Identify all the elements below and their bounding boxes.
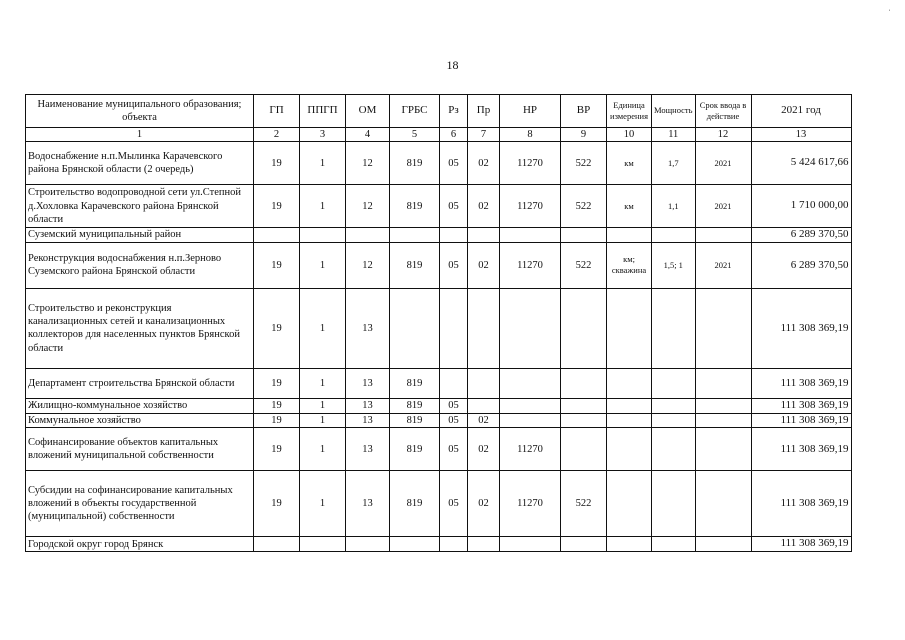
- code-cell: [468, 228, 500, 243]
- amount-cell: 111 308 369,19: [751, 288, 851, 368]
- code-cell: 819: [390, 398, 440, 413]
- code-cell: [561, 413, 607, 428]
- code-cell: 19: [254, 398, 300, 413]
- code-cell: 19: [254, 471, 300, 537]
- code-cell: [607, 228, 652, 243]
- table-row: [26, 368, 852, 398]
- code-cell: 19: [254, 368, 300, 398]
- table-row: [26, 537, 852, 552]
- code-cell: 522: [561, 185, 607, 228]
- code-cell: [500, 288, 561, 368]
- code-cell: [440, 228, 468, 243]
- code-cell: 05: [440, 142, 468, 185]
- scan-mark: ˈ: [888, 8, 891, 18]
- code-cell: [652, 288, 696, 368]
- column-number: 2: [254, 128, 300, 142]
- code-cell: 13: [346, 471, 390, 537]
- code-cell: [254, 537, 300, 552]
- code-cell: км: [607, 142, 652, 185]
- code-cell: [300, 537, 346, 552]
- column-header: ГРБС: [390, 95, 440, 128]
- code-cell: [390, 228, 440, 243]
- table-row: [26, 228, 852, 243]
- code-cell: [652, 398, 696, 413]
- code-cell: [652, 413, 696, 428]
- column-header: 2021 год: [751, 95, 851, 128]
- column-number: 4: [346, 128, 390, 142]
- code-cell: [440, 288, 468, 368]
- amount-cell: 111 308 369,19: [751, 428, 851, 471]
- code-cell: [468, 537, 500, 552]
- column-header: ОМ: [346, 95, 390, 128]
- row-name-cell: Софинансирование объектов капитальных вложений муниципальной собственности: [26, 428, 254, 471]
- code-cell: 819: [390, 368, 440, 398]
- code-cell: 522: [561, 242, 607, 288]
- code-cell: [500, 398, 561, 413]
- code-cell: [652, 537, 696, 552]
- code-cell: [561, 368, 607, 398]
- code-cell: [652, 428, 696, 471]
- code-cell: [346, 537, 390, 552]
- column-number: 9: [561, 128, 607, 142]
- code-cell: 1: [300, 288, 346, 368]
- code-cell: [468, 368, 500, 398]
- code-cell: 1: [300, 471, 346, 537]
- row-name-cell: Реконструкция водоснабжения н.п.Зерново Суземского района Брянской области: [26, 242, 254, 288]
- column-number: 10: [607, 128, 652, 142]
- budget-table: [25, 94, 852, 552]
- code-cell: 11270: [500, 428, 561, 471]
- code-cell: [561, 228, 607, 243]
- code-cell: 522: [561, 142, 607, 185]
- column-header: Пр: [468, 95, 500, 128]
- code-cell: 1: [300, 428, 346, 471]
- code-cell: [695, 471, 751, 537]
- code-cell: [607, 428, 652, 471]
- column-number: 3: [300, 128, 346, 142]
- column-header: Единица измерения: [607, 95, 652, 128]
- code-cell: [561, 537, 607, 552]
- code-cell: 1: [300, 185, 346, 228]
- row-name-cell: Городской округ город Брянск: [26, 537, 254, 552]
- amount-cell: 6 289 370,50: [751, 242, 851, 288]
- code-cell: [390, 537, 440, 552]
- code-cell: 05: [440, 413, 468, 428]
- code-cell: [561, 288, 607, 368]
- column-number: 8: [500, 128, 561, 142]
- code-cell: [500, 228, 561, 243]
- column-number: 13: [751, 128, 851, 142]
- code-cell: [500, 413, 561, 428]
- code-cell: 2021: [695, 242, 751, 288]
- table-row: [26, 428, 852, 471]
- code-cell: [695, 428, 751, 471]
- column-header: НР: [500, 95, 561, 128]
- column-header: Мощность: [652, 95, 696, 128]
- code-cell: 05: [440, 471, 468, 537]
- code-cell: [652, 228, 696, 243]
- column-number: 7: [468, 128, 500, 142]
- column-header: ППГП: [300, 95, 346, 128]
- code-cell: [695, 537, 751, 552]
- code-cell: [561, 398, 607, 413]
- code-cell: 13: [346, 413, 390, 428]
- code-cell: 13: [346, 398, 390, 413]
- code-cell: 1,5; 1: [652, 242, 696, 288]
- code-cell: 19: [254, 288, 300, 368]
- table-body: [26, 142, 852, 552]
- code-cell: 819: [390, 185, 440, 228]
- code-cell: [468, 288, 500, 368]
- code-cell: [652, 368, 696, 398]
- code-cell: 02: [468, 185, 500, 228]
- code-cell: [390, 288, 440, 368]
- code-cell: [607, 413, 652, 428]
- code-cell: [607, 288, 652, 368]
- amount-cell: 6 289 370,50: [751, 228, 851, 243]
- column-header: ВР: [561, 95, 607, 128]
- code-cell: 1: [300, 413, 346, 428]
- code-cell: 522: [561, 471, 607, 537]
- code-cell: 2021: [695, 142, 751, 185]
- code-cell: 1: [300, 368, 346, 398]
- code-cell: 05: [440, 185, 468, 228]
- code-cell: 19: [254, 142, 300, 185]
- row-name-cell: Субсидии на софинансирование капитальных вложений в объекты государственной (муниципальной) собственности: [26, 471, 254, 537]
- code-cell: 11270: [500, 185, 561, 228]
- code-cell: [346, 228, 390, 243]
- amount-cell: 5 424 617,66: [751, 142, 851, 185]
- code-cell: 12: [346, 142, 390, 185]
- code-cell: 19: [254, 428, 300, 471]
- code-cell: [500, 537, 561, 552]
- code-cell: [607, 537, 652, 552]
- amount-cell: 1 710 000,00: [751, 185, 851, 228]
- amount-cell: 111 308 369,19: [751, 537, 851, 552]
- table-header: [26, 95, 852, 142]
- code-cell: [254, 228, 300, 243]
- table-row: [26, 398, 852, 413]
- code-cell: 19: [254, 185, 300, 228]
- code-cell: [695, 288, 751, 368]
- code-cell: 05: [440, 428, 468, 471]
- row-name-cell: Департамент строительства Брянской области: [26, 368, 254, 398]
- code-cell: 819: [390, 142, 440, 185]
- code-cell: 02: [468, 413, 500, 428]
- code-cell: 19: [254, 242, 300, 288]
- code-cell: 11270: [500, 242, 561, 288]
- code-cell: 1: [300, 142, 346, 185]
- code-cell: 1: [300, 242, 346, 288]
- code-cell: км: [607, 185, 652, 228]
- code-cell: 11270: [500, 142, 561, 185]
- column-header: Рз: [440, 95, 468, 128]
- code-cell: 1,7: [652, 142, 696, 185]
- table-row: [26, 242, 852, 288]
- code-cell: 02: [468, 242, 500, 288]
- code-cell: 13: [346, 428, 390, 471]
- code-cell: [607, 471, 652, 537]
- code-cell: 2021: [695, 185, 751, 228]
- code-cell: 13: [346, 288, 390, 368]
- table-row: [26, 413, 852, 428]
- code-cell: [695, 368, 751, 398]
- column-number: 6: [440, 128, 468, 142]
- code-cell: 11270: [500, 471, 561, 537]
- column-number: 5: [390, 128, 440, 142]
- row-name-cell: Жилищно-коммунальное хозяйство: [26, 398, 254, 413]
- code-cell: 819: [390, 471, 440, 537]
- code-cell: [607, 368, 652, 398]
- amount-cell: 111 308 369,19: [751, 398, 851, 413]
- code-cell: [300, 228, 346, 243]
- row-name-cell: Коммунальное хозяйство: [26, 413, 254, 428]
- code-cell: [652, 471, 696, 537]
- code-cell: 12: [346, 242, 390, 288]
- code-cell: [695, 228, 751, 243]
- code-cell: [561, 428, 607, 471]
- code-cell: 02: [468, 471, 500, 537]
- table-row: [26, 471, 852, 537]
- amount-cell: 111 308 369,19: [751, 368, 851, 398]
- code-cell: [440, 368, 468, 398]
- code-cell: 19: [254, 413, 300, 428]
- table-row: [26, 185, 852, 228]
- code-cell: км; скважина: [607, 242, 652, 288]
- amount-cell: 111 308 369,19: [751, 471, 851, 537]
- column-number: 1: [26, 128, 254, 142]
- column-number: 11: [652, 128, 696, 142]
- code-cell: [468, 398, 500, 413]
- code-cell: 02: [468, 428, 500, 471]
- column-number: 12: [695, 128, 751, 142]
- page-number: 18: [446, 58, 459, 72]
- row-name-cell: Суземский муниципальный район: [26, 228, 254, 243]
- amount-cell: 111 308 369,19: [751, 413, 851, 428]
- code-cell: 819: [390, 413, 440, 428]
- row-name-cell: Строительство и реконструкция канализационных сетей и канализационных коллекторов для населенных пунктов Брянской области: [26, 288, 254, 368]
- code-cell: 1: [300, 398, 346, 413]
- column-header: Наименование муниципального образования; объекта: [26, 95, 254, 128]
- column-header: ГП: [254, 95, 300, 128]
- code-cell: 02: [468, 142, 500, 185]
- code-cell: [440, 537, 468, 552]
- table-row: [26, 142, 852, 185]
- row-name-cell: Водоснабжение н.п.Мылинка Карачевского района Брянской области (2 очередь): [26, 142, 254, 185]
- code-cell: [607, 398, 652, 413]
- code-cell: [695, 413, 751, 428]
- code-cell: 819: [390, 242, 440, 288]
- code-cell: 12: [346, 185, 390, 228]
- code-cell: [695, 398, 751, 413]
- code-cell: 05: [440, 398, 468, 413]
- code-cell: 1,1: [652, 185, 696, 228]
- code-cell: 13: [346, 368, 390, 398]
- row-name-cell: Строительство водопроводной сети ул.Степной д.Хохловка Карачевского района Брянской области: [26, 185, 254, 228]
- column-header: Срок ввода в действие: [695, 95, 751, 128]
- code-cell: [500, 368, 561, 398]
- code-cell: 819: [390, 428, 440, 471]
- code-cell: 05: [440, 242, 468, 288]
- table-row: [26, 288, 852, 368]
